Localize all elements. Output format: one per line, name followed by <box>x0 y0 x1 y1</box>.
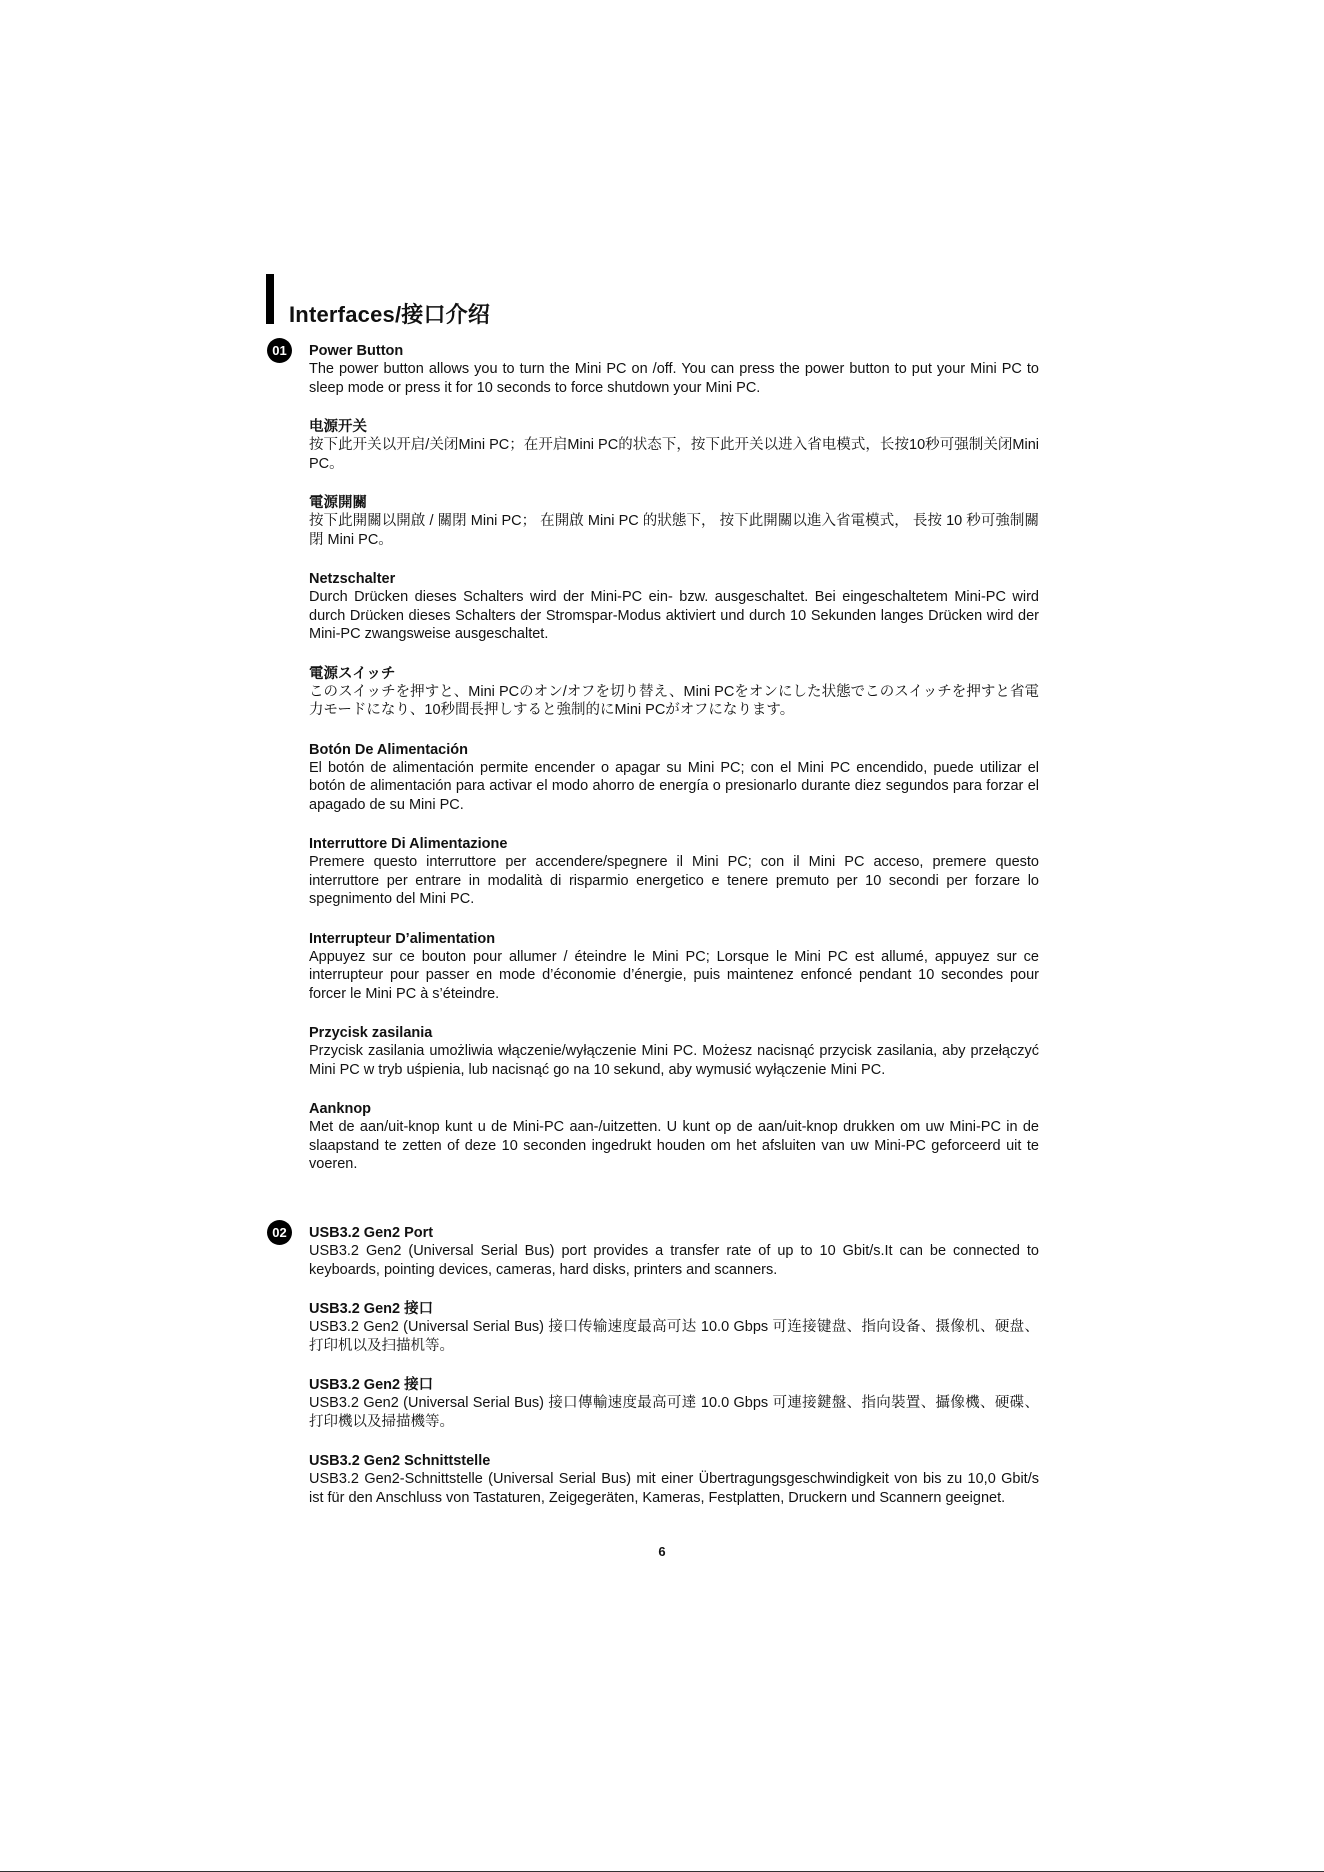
item-heading: USB3.2 Gen2 接口 <box>309 1301 434 1317</box>
item-usb-de <box>309 1452 1039 1507</box>
item-body: The power button allows you to turn the Mini PC on /off. You can press the power button to put your Mini PC to sleep mode or press it for 10 seconds to force shutdown your Mini PC. <box>309 361 1039 396</box>
title-accent-bar <box>266 274 274 324</box>
item-heading: Aanknop <box>309 1101 372 1117</box>
item-body: 按下此开关以开启/关闭Mini PC；在开启Mini PC的状态下，按下此开关以进入省电模式，长按10秒可强制关闭Mini PC。 <box>309 437 1039 472</box>
item-body: USB3.2 Gen2-Schnittstelle (Universal Serial Bus) mit einer Übertragungsgeschwindigkeit von bis zu 10,0 Gbit/s ist für den Anschluss von Tastaturen, Zeigegeräten, Kameras, Festplatten, Druckern und Scannern geeignet. <box>309 1471 1039 1506</box>
item-usb-zh-hant <box>309 1376 1039 1431</box>
item-usb-zh-hans <box>309 1300 1039 1355</box>
item-body: Przycisk zasilania umożliwia włączenie/wyłączenie Mini PC. Możesz nacisnąć przycisk zasilania, aby przełączyć Mini PC w tryb uśpienia, lub nacisnąć go na 10 sekund, aby wymusić wyłączenie Mini PC. <box>309 1043 1039 1078</box>
item-power-button-nl <box>309 1100 1039 1174</box>
section-number-badge: 01 <box>267 338 292 363</box>
item-body: このスイッチを押すと、Mini PCのオン/オフを切り替え、Mini PCをオンにした状態でこのスイッチを押すと省電力モードになり、10秒間長押しすると強制的にMini PCがオフになります。 <box>309 683 1039 718</box>
item-power-button-zh-hans <box>309 418 1039 473</box>
item-heading: Przycisk zasilania <box>309 1025 433 1041</box>
page-title: Interfaces/接口介绍 <box>289 302 491 327</box>
item-power-button-fr <box>309 930 1039 1004</box>
item-body: USB3.2 Gen2 (Universal Serial Bus) port provides a transfer rate of up to 10 Gbit/s.It can be connected to keyboards, pointing devices, cameras, hard disks, printers and scanners. <box>309 1243 1039 1278</box>
item-heading: 電源スイッチ <box>309 665 396 682</box>
item-heading: 电源开关 <box>309 419 367 435</box>
item-power-button-pl <box>309 1024 1039 1079</box>
item-body: Appuyez sur ce bouton pour allumer / éteindre le Mini PC; Lorsque le Mini PC est allumé, appuyez sur ce interrupteur pour passer en mode d’économie d’énergie, puis maintenez enfoncé pendant 10 secondes pour forcer le Mini PC à s’éteindre. <box>309 948 1039 1002</box>
item-body: USB3.2 Gen2 (Universal Serial Bus) 接口传输速度最高可达 10.0 Gbps 可连接键盘、指向设备、摄像机、硬盘、打印机以及扫描机等。 <box>309 1319 1039 1354</box>
item-power-button-zh-hant <box>309 494 1039 549</box>
section-number-badge: 02 <box>267 1220 292 1245</box>
item-power-button-en <box>309 342 1039 397</box>
item-heading: USB3.2 Gen2 Schnittstelle <box>309 1453 491 1469</box>
item-heading: 電源開關 <box>309 495 367 511</box>
item-power-button-it <box>309 835 1039 909</box>
section-usb-port <box>309 1224 1039 1528</box>
item-power-button-es <box>309 741 1039 815</box>
item-usb-en <box>309 1224 1039 1279</box>
item-heading: Interrupteur D’alimentation <box>309 930 496 947</box>
item-heading: Power Button <box>309 343 404 359</box>
section-power-button <box>309 342 1039 1195</box>
item-body: El botón de alimentación permite encender o apagar su Mini PC; con el Mini PC encendido, puede utilizar el botón de alimentación para activar el modo ahorro de energía o presionarlo durante diez segundos para forzar el apagado de su Mini PC. <box>309 759 1039 813</box>
item-power-button-de <box>309 570 1039 644</box>
item-heading: Interruttore Di Alimentazione <box>309 836 508 852</box>
item-body: USB3.2 Gen2 (Universal Serial Bus) 接口傳輸速度最高可達 10.0 Gbps 可連接鍵盤、指向裝置、攝像機、硬碟、打印機以及掃描機等。 <box>309 1395 1039 1430</box>
item-body: 按下此開關以開啟 / 關閉 Mini PC； 在開啟 Mini PC 的狀態下， 按下此開關以進入省電模式， 長按 10 秒可強制關閉 Mini PC。 <box>309 513 1039 548</box>
item-body: Premere questo interruttore per accendere/spegnere il Mini PC; con il Mini PC acceso, premere questo interruttore per entrare in modalità di risparmio energetico e tenere premuto per 10 secondi per forzare lo spegnimento del Mini PC. <box>309 854 1039 907</box>
item-heading: Netzschalter <box>309 571 396 587</box>
item-heading: Botón De Alimentación <box>309 741 468 758</box>
page-number: 6 <box>658 1544 666 1559</box>
item-heading: USB3.2 Gen2 Port <box>309 1225 434 1241</box>
item-power-button-ja <box>309 665 1039 720</box>
item-body: Met de aan/uit-knop kunt u de Mini-PC aan-/uitzetten. U kunt op de aan/uit-knop drukken om uw Mini-PC in de slaapstand te zetten of deze 10 seconden ingedrukt houden om het afsluiten van uw Mini-PC geforceerd uit te voeren. <box>309 1119 1039 1172</box>
item-body: Durch Drücken dieses Schalters wird der Mini-PC ein- bzw. ausgeschaltet. Bei eingeschaltetem Mini-PC wird durch Drücken dieses Schalters der Stromspar-Modus aktiviert und durch 10 Sekunden langes Drücken wird der Mini-PC zwangsweise ausgeschaltet. <box>309 589 1039 642</box>
item-heading: USB3.2 Gen2 接口 <box>309 1377 434 1393</box>
